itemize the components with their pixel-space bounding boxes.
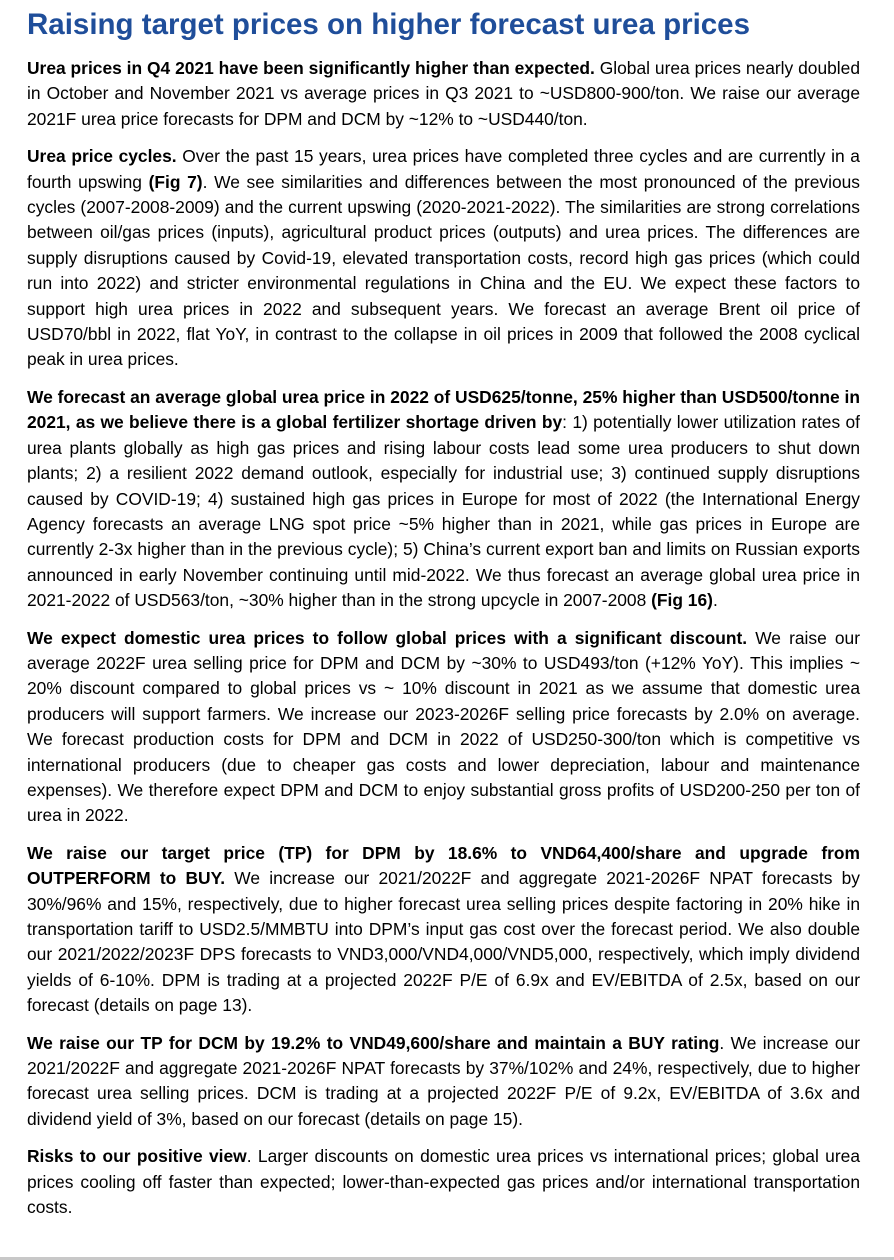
paragraph-global-urea-forecast <box>27 385 860 614</box>
paragraph-lead: Urea price cycles. <box>27 146 177 167</box>
paragraph-text: Over the past 15 years, urea prices have completed three cycles and are currently in a fourth upswing <box>27 146 860 192</box>
paragraph-text: We increase our 2021/2022F and aggregate 2021-2026F NPAT forecasts by 30%/96% and 15%, respectively, due to higher forecast urea selling prices despite factoring in 20% hike in transportation tariff to USD2.5/MMBTU into DPM’s input gas cost over the forecast period. We also double our 2021/2022/2023F DPS forecasts to VND3,000/VND4,000/VND5,000, respectively, which imply dividend yields of 6-10%. DPM is trading at a projected 2022F P/E of 6.9x and EV/EBITDA of 2.5x, based on our forecast (details on page 13). <box>27 868 860 1016</box>
paragraph-dcm-target-price <box>27 1031 860 1133</box>
paragraph-text: : 1) potentially lower utilization rates of urea plants globally as high gas prices and rising labour costs lead some urea producers to shut down plants; 2) a resilient 2022 demand outlook, especially for industrial use; 3) continued supply disruptions caused by COVID-19; 4) sustained high gas prices in Europe for most of 2022 (the International Energy Agency forecasts an average LNG spot price ~5% higher than in 2021, while gas prices in Europe are currently 2-3x higher than in the previous cycle); 5) China’s current export ban and limits on Russian exports announced in early November continuing until mid-2022. We thus forecast an average global urea price in 2021-2022 of USD563/ton, ~30% higher than in the strong upcycle in 2007-2008 <box>27 412 860 611</box>
paragraph-text: We raise our average 2022F urea selling price for DPM and DCM by ~30% to USD493/ton (+12% YoY). This implies ~ 20% discount compared to global prices vs ~ 10% discount in 2021 as we assume that domestic urea producers will support farmers. We increase our 2023-2026F selling price forecasts by 2.0% on average. We forecast production costs for DPM and DCM in 2022 of USD250-300/ton which is competitive vs international producers (due to cheaper gas costs and lower depreciation, labour and maintenance expenses). We therefore expect DPM and DCM to enjoy substantial gross profits of USD200-250 per ton of urea in 2022. <box>27 627 860 826</box>
paragraph-urea-q4-prices <box>27 56 860 132</box>
paragraph-lead: We raise our TP for DCM by 19.2% to VND49,600/share and maintain a BUY rating <box>27 1032 720 1053</box>
paragraph-lead: We expect domestic urea prices to follow global prices with a significant discount. <box>27 627 748 648</box>
paragraph-text: . We see similarities and differences between the most pronounced of the previous cycles (2007-2008-2009) and the current upswing (2020-2021-2022). The similarities are strong correlations between oil/gas prices (inputs), agricultural product prices (outputs) and urea prices. The differences are supply disruptions caused by Covid-19, elevated transportation costs, record high gas prices (which could run into 2022) and stricter environmental regulations in China and the EU. We expect these factors to support high urea prices in 2022 and subsequent years. We forecast an average Brent oil price of USD70/bbl in 2022, flat YoY, in contrast to the collapse in oil prices in 2009 that followed the 2008 cyclical peak in urea prices. <box>27 171 860 370</box>
paragraph-risks <box>27 1144 860 1220</box>
paragraph-lead: We forecast an average global urea price in 2022 of USD625/tonne, 25% higher than USD500/tonne in 2021, as we believe there is a global fertilizer shortage driven by <box>27 386 860 433</box>
paragraph-urea-price-cycles <box>27 144 860 373</box>
document-body <box>27 56 860 1220</box>
paragraph-text: . We increase our 2021/2022F and aggregate 2021-2026F NPAT forecasts by 37%/102% and 24%, respectively, due to higher forecast urea selling prices. DCM is trading at a projected 2022F P/E of 9.2x, EV/EBITDA of 3.6x and dividend yield of 3%, based on our forecast (details on page 15). <box>27 1032 861 1129</box>
paragraph-text: . Larger discounts on domestic urea prices vs international prices; global urea prices cooling off faster than expected; lower-than-expected gas prices and/or international transportation costs. <box>27 1146 860 1218</box>
figure-reference: (Fig 7) <box>148 171 203 192</box>
paragraph-text: Global urea prices nearly doubled in October and November 2021 vs average prices in Q3 2021 to ~USD800-900/ton. We raise our average 2021F urea price forecasts for DPM and DCM by ~12% to ~USD440/ton. <box>27 58 860 129</box>
paragraph-lead: Risks to our positive view <box>27 1146 247 1167</box>
paragraph-lead: Urea prices in Q4 2021 have been significantly higher than expected. <box>27 58 595 78</box>
paragraph-dpm-target-price <box>27 841 860 1019</box>
page-title: Raising target prices on higher forecast urea prices <box>27 8 750 41</box>
figure-reference: (Fig 16) <box>651 590 713 611</box>
paragraph-lead: We raise our target price (TP) for DPM by 18.6% to VND64,400/share and upgrade from OUTPERFORM to BUY. <box>27 842 860 889</box>
paragraph-text: . <box>712 590 718 611</box>
paragraph-domestic-urea-prices <box>27 626 860 829</box>
